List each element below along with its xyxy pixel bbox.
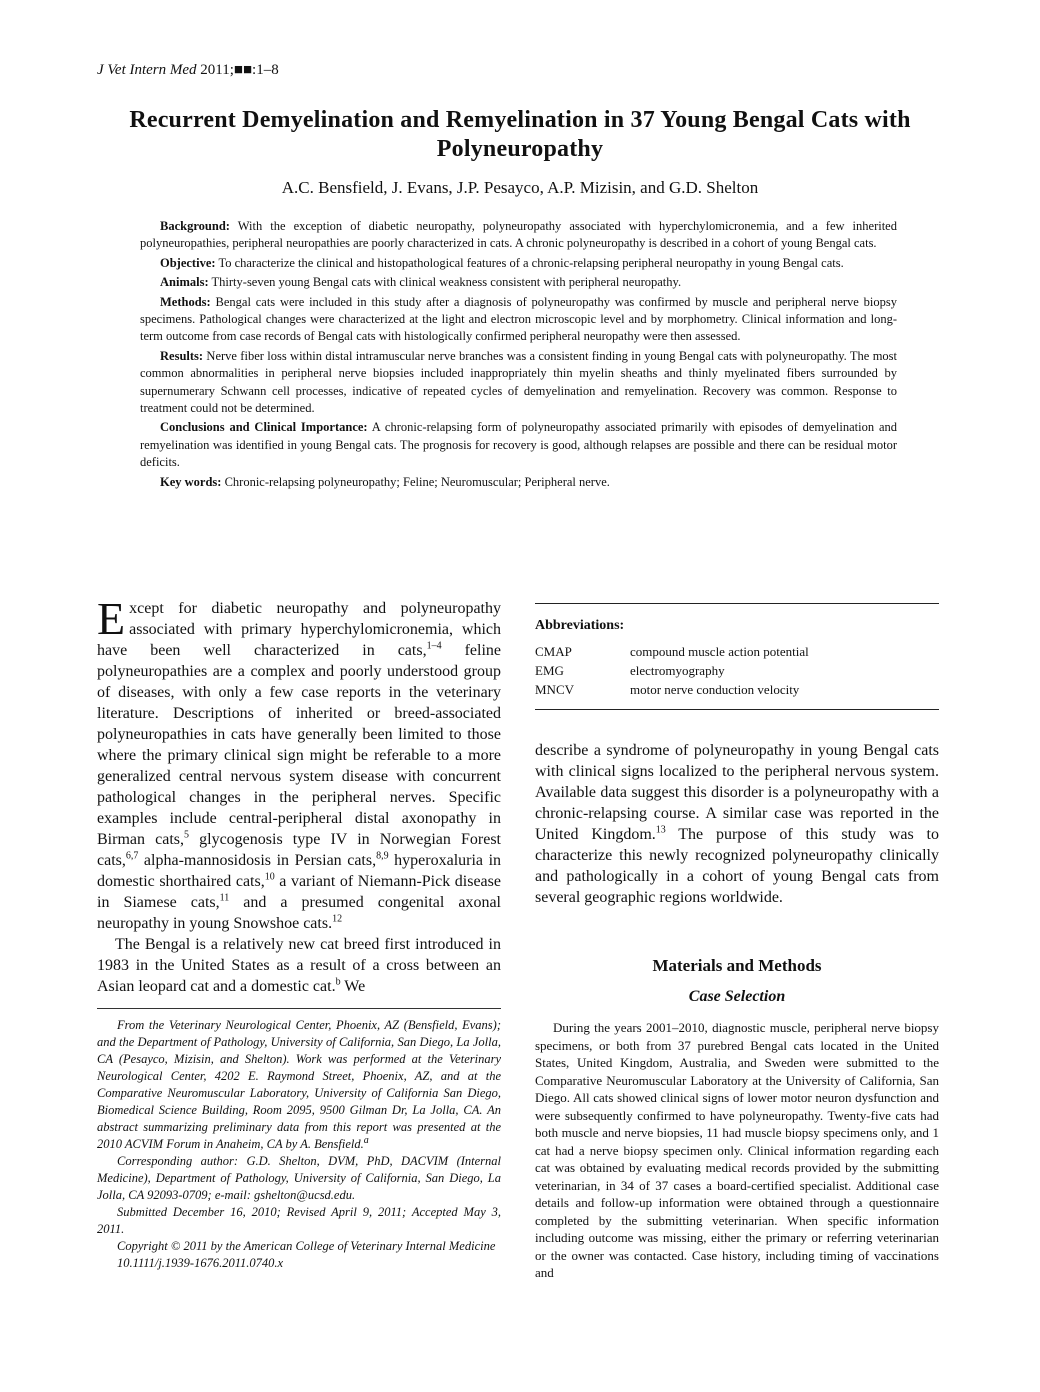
methods-text: Bengal cats were included in this study after a diagnosis of polyneuropathy was confirmed by muscle and peripheral nerve biopsy specimens. Pathological changes were characterized at the light and electron microscopic level and by morphometry. Clinical information and long-term outcome from case records of Bengal cats with histologically confirmed peripheral neuropathy were then assessed.: [140, 294, 897, 344]
text-span: We: [340, 978, 366, 995]
abstract-methods: [140, 294, 897, 346]
text-span: alpha-mannosidosis in Persian cats,: [138, 852, 377, 869]
copyright: Copyright © 2011 by the American College of Veterinary Internal Medicine: [117, 1239, 496, 1253]
journal-citation: 2011;: [196, 62, 234, 78]
citation-ref: 13: [655, 824, 666, 836]
text-span: The purpose of this study was to characterize this newly recognized polyneuropathy clinically and pathologically in a cohort of young Bengal cats from several geographic regions worldwide.: [535, 826, 939, 906]
abstract-results: [140, 348, 897, 418]
text-span: xcept for diabetic neuropathy and polyneuropathy associated with primary hyperchylomicronemia, which have been well characterized in cats,: [97, 600, 501, 659]
objective-text: To characterize the clinical and histopathological features of a chronic-relapsing peripheral neuropathy in young Bengal cats.: [218, 255, 844, 270]
affiliation-note: [97, 1017, 501, 1153]
abstract: [140, 218, 897, 493]
intro-paragraph-continued: [535, 740, 939, 908]
text-span: describe a syndrome of polyneuropathy in young Bengal cats with clinical signs localized to the peripheral nervous system. Available data suggest this disorder is a polyneuropathy with a chronic-relapsing course. A similar case was reported in the United Kingdom.: [535, 742, 939, 843]
citation-ref: 5: [184, 829, 189, 841]
subsection-heading: Case Selection: [688, 988, 786, 1005]
animals-label: Animals:: [160, 275, 209, 290]
author-list: A.C. Bensfield, J. Evans, J.P. Pesayco, A.P. Mizisin, and G.D. Shelton: [281, 178, 759, 197]
conclusions-text: A chronic-relapsing form of polyneuropathy associated primarily with episodes of demyelination and remyelination was identified in young Bengal cats. The prognosis for recovery is good, although relapses are possible and there can be residual motor deficits.: [140, 420, 898, 470]
abbreviation-term: MNCV: [535, 682, 575, 697]
conclusions-label: Conclusions and Clinical Importance:: [160, 420, 368, 435]
results-text: Nerve fiber loss within distal intramuscular nerve branches was a consistent finding in young Bengal cats with polyneuropathy. The most common abnormalities in peripheral nerve biopsies included inappropriately thin myelin sheaths and thinly myelinated fibers surrounded by supernumerary Schwann cell processes, indicative of repeated cycles of demyelination and remyelination. Recovery was common. Response to treatment could not be determined.: [140, 348, 898, 416]
keywords-text: Chronic-relapsing polyneuropathy; Feline; Neuromuscular; Peripheral nerve.: [224, 474, 610, 489]
text-span: and a presumed congenital axonal neuropathy in young Snowshoe cats.: [97, 894, 502, 932]
citation-ref: 10: [264, 871, 275, 883]
abbreviation-row: [535, 661, 939, 680]
abstract-objective: [140, 255, 897, 272]
text-span: The Bengal is a relatively new cat breed first introduced in 1983 in the United States as a result of a cross between an Asian leopard cat and a domestic cat.: [97, 936, 501, 995]
abstract-animals: [140, 274, 897, 291]
results-label: Results:: [160, 348, 204, 363]
body-right-column: [535, 740, 939, 908]
citation-ref: 12: [332, 913, 343, 925]
abstract-keywords: [140, 474, 897, 491]
running-header: [97, 62, 279, 79]
abbreviations-box: [535, 603, 939, 710]
abbreviations-title: Abbreviations:: [535, 618, 625, 633]
citation-ref: 11: [219, 892, 230, 904]
text-span: From the Veterinary Neurological Center, Phoenix, AZ (Bensfield, Evans); and the Department of Pathology, University of California, San Diego, La Jolla, CA (Pesayco, Mizisin, and Shelton). Work was performed at the Veterinary Neurological Center, 4202 E. Raymond Street, Phoenix, AZ, and at the Comparative Neuromuscular Laboratory, University of California San Diego, Biomedical Science Building, Room 2095, 9500 Gilman Dr, La Jolla, CA. An abstract summarizing preliminary data from this report was presented at the 2010 ACVIM Forum in Anaheim, CA by A. Bensfield.: [97, 1018, 501, 1151]
intro-paragraph-2: [97, 934, 501, 997]
body-left-column: [97, 593, 502, 997]
drop-cap: E: [97, 593, 126, 644]
keywords-label: Key words:: [160, 474, 222, 489]
citation-ref: 1–4: [426, 640, 442, 652]
footnotes: [97, 1008, 501, 1272]
case-selection-text: [535, 1019, 939, 1282]
methods-label: Methods:: [160, 294, 211, 309]
abstract-background: [140, 218, 897, 253]
article-title: Recurrent Demyelination and Remyelination in 37 Young Bengal Cats with Polyneuropathy: [129, 107, 911, 162]
volume-mark: ■■:: [233, 62, 257, 78]
objective-label: Objective:: [160, 255, 216, 270]
case-selection-paragraph: During the years 2001–2010, diagnostic muscle, peripheral nerve biopsy specimens, or both from 37 purebred Bengal cats located in the United States, United Kingdom, Australia, and Sweden were submitted to the Comparative Neuromuscular Laboratory at the University of California, San Diego. All cats showed clinical signs of lower motor neuron dysfunction and were subsequently confirmed to have polyneuropathy. Twenty-five cats had both muscle and nerve biopsies, 11 had muscle biopsy specimens only, and 1 cat had a nerve biopsy specimen only. Clinical information regarding each cat was obtained by evaluating medical records provided by the submitting veterinarian, in 34 of 37 cases a board-certified specialist. Additional case details and follow-up information were obtained through a questionnaire completed by the submitting veterinarian. When specific information including outcome was missing, either the primary or referring veterinarian or the owner was contacted. Case history, including timing of vaccinations and: [535, 1020, 939, 1280]
abbreviation-definition: electromyography: [630, 663, 725, 678]
text-span: glycogenosis type IV in Norwegian Forest cats,: [97, 831, 501, 869]
citation-ref: 6,7: [125, 850, 139, 862]
text-span: hyperoxaluria in domestic shorthaired cats,: [97, 852, 502, 890]
page-range: 1–8: [256, 62, 279, 78]
journal-name: J Vet Intern Med: [97, 62, 197, 78]
doi: 10.1111/j.1939-1676.2011.0740.x: [117, 1256, 284, 1270]
abbreviation-row: [535, 680, 939, 699]
intro-paragraph-1: [97, 593, 502, 934]
submission-dates: Submitted December 16, 2010; Revised April 9, 2011; Accepted May 3, 2011.: [97, 1205, 501, 1236]
background-label: Background:: [160, 219, 230, 233]
background-text: With the exception of diabetic neuropathy, polyneuropathy associated with hyperchylomicronemia, and a few inherited polyneuropathies, peripheral neuropathies are poorly characterized in cats. A chronic polyneuropathy is described in a cohort of young Bengal cats.: [140, 219, 897, 251]
corresponding-author: Corresponding author: G.D. Shelton, DVM, PhD, DACVIM (Internal Medicine), Department of Pathology, University of California, San Diego, La Jolla, CA 92093-0709; e-mail: gshelton@ucsd.edu.: [97, 1154, 501, 1202]
text-span: feline polyneuropathies are a complex and poorly understood group of diseases, with only a few case reports in the veterinary literature. Descriptions of inherited or breed-associated polyneuropathies in cats have generally been limited to those where the primary clinical sign might be referable to a more generalized central nervous system disease with concurrent pathological changes in the peripheral nerves. Specific examples include central-peripheral distal axonopathy in Birman cats,: [97, 642, 502, 848]
section-heading: Materials and Methods: [652, 956, 822, 975]
abbreviation-definition: compound muscle action potential: [630, 644, 809, 659]
abbreviation-definition: motor nerve conduction velocity: [630, 682, 800, 697]
abbreviation-term: EMG: [535, 663, 564, 678]
citation-ref: 8,9: [376, 850, 389, 862]
abstract-conclusions: [140, 419, 897, 471]
abbreviation-term: CMAP: [535, 644, 572, 659]
animals-text: Thirty-seven young Bengal cats with clinical weakness consistent with peripheral neuropathy.: [211, 275, 682, 290]
text-span: a variant of Niemann-Pick disease in Siamese cats,: [97, 873, 501, 911]
footnote-ref: b: [335, 976, 341, 988]
abbreviation-row: [535, 642, 939, 661]
footnote-ref: a: [363, 1134, 369, 1146]
